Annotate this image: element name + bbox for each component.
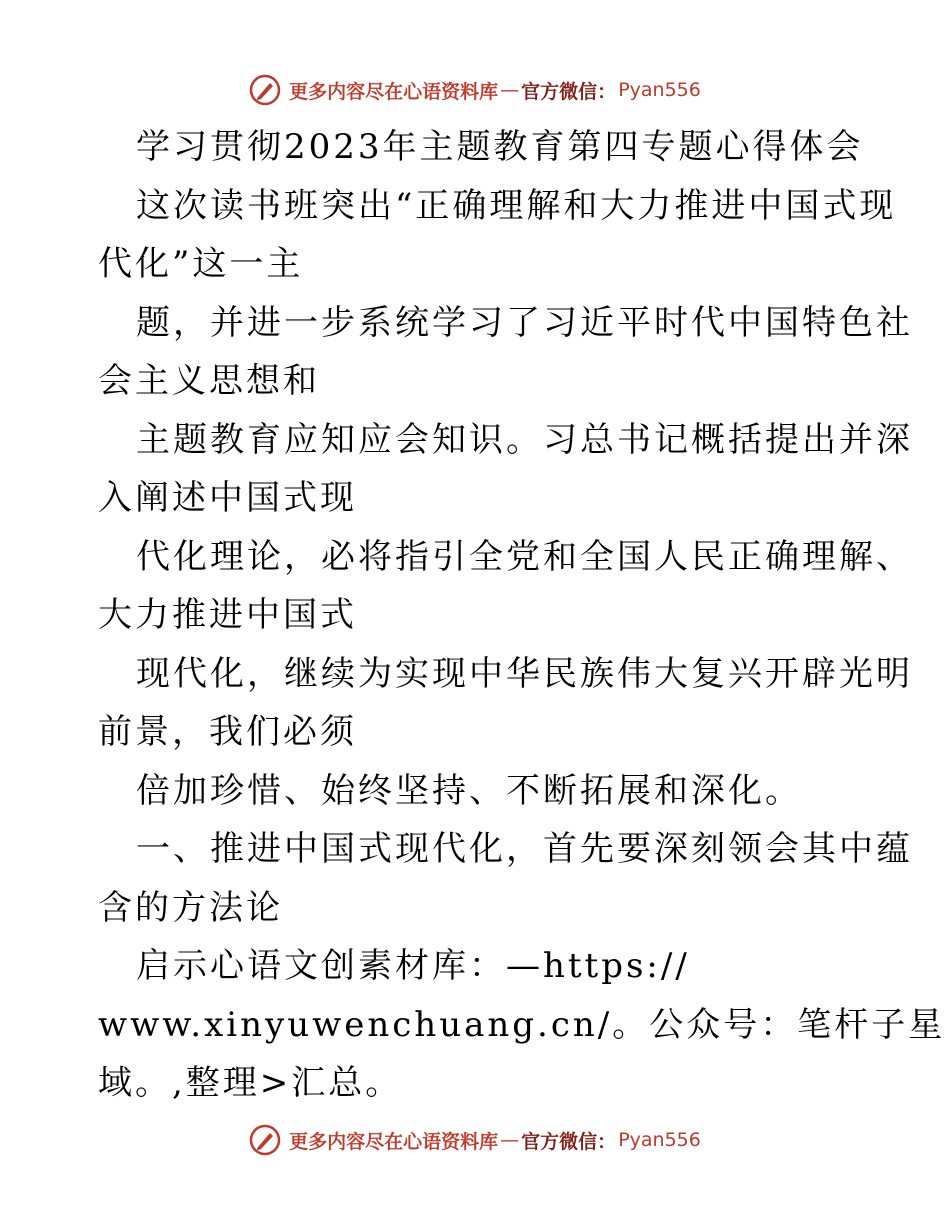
banner-wechat-id: Pyan556 bbox=[618, 1129, 701, 1151]
doc-line: 大力推进中国式 bbox=[98, 595, 357, 635]
footer-banner bbox=[0, 1120, 950, 1160]
doc-line: 会主义思想和 bbox=[98, 361, 320, 401]
doc-line: 倍加珍惜、始终坚持、不断拓展和深化。 bbox=[136, 770, 802, 811]
doc-line: www.xinyuwenchuang.cn/。公众号：笔杆子星 bbox=[98, 1004, 946, 1045]
doc-line: 启示心语文创素材库：—https:// bbox=[136, 946, 690, 986]
banner-main-text: 更多内容尽在心语资料库 bbox=[289, 1130, 499, 1153]
doc-line: 前景，我们必须 bbox=[98, 712, 357, 752]
banner-dash: — bbox=[500, 79, 520, 101]
doc-line: 代化理论，必将指引全党和全国人民正确理解、 bbox=[136, 536, 913, 577]
header-banner bbox=[0, 70, 950, 110]
banner-dash: — bbox=[500, 1129, 520, 1151]
doc-line: 这次读书班突出“正确理解和大力推进中国式现 bbox=[136, 185, 897, 226]
document-body bbox=[98, 118, 946, 1113]
doc-line: 一、推进中国式现代化，首先要深刻领会其中蕴 bbox=[136, 829, 913, 869]
doc-line: 代化”这一主 bbox=[98, 244, 304, 284]
doc-line: 题，并进一步系统学习了习近平时代中国特色社 bbox=[136, 302, 913, 343]
banner-wechat-id: Pyan556 bbox=[618, 79, 701, 101]
doc-line: 域。,整理>汇总。 bbox=[98, 1063, 403, 1103]
banner-wechat-label: 官方微信： bbox=[521, 1130, 617, 1153]
doc-line: 学习贯彻2023年主题教育第四专题心得体会 bbox=[136, 127, 864, 167]
quill-pen-seal-icon bbox=[249, 1124, 281, 1156]
doc-line: 入阐述中国式现 bbox=[98, 478, 357, 518]
banner-wechat-label: 官方微信： bbox=[521, 80, 617, 103]
doc-line: 含的方法论 bbox=[98, 887, 283, 928]
banner-main-text: 更多内容尽在心语资料库 bbox=[289, 80, 499, 103]
quill-pen-seal-icon bbox=[249, 74, 281, 106]
doc-line: 现代化，继续为实现中华民族伟大复兴开辟光明 bbox=[136, 653, 913, 694]
doc-line: 主题教育应知应会知识。习总书记概括提出并深 bbox=[136, 419, 913, 460]
